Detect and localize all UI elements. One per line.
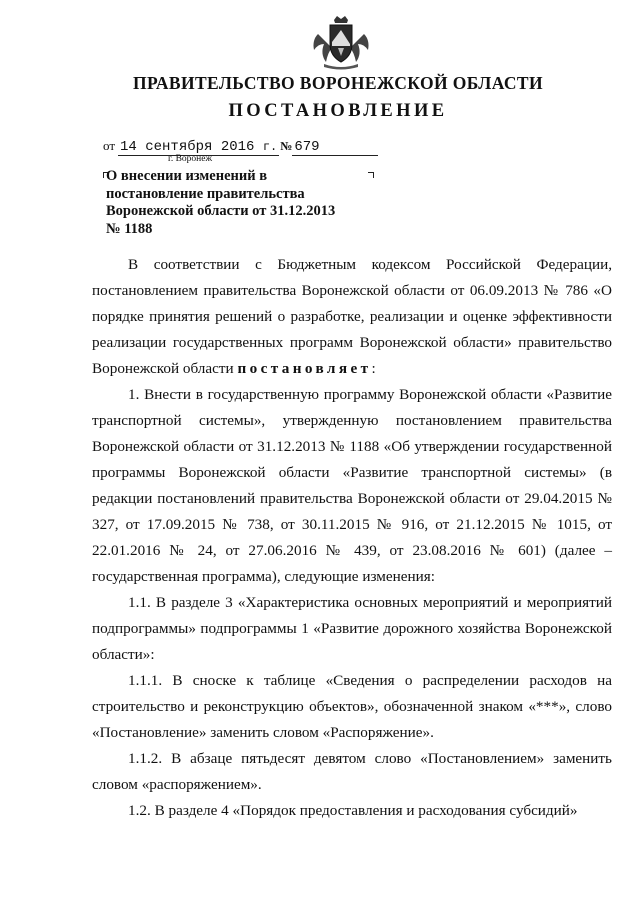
- date-value: 14 сентября 2016: [120, 139, 255, 155]
- paragraph-item-1-2: 1.2. В разделе 4 «Порядок предоставления и расходования субсидий»: [128, 802, 578, 819]
- paragraph-preamble: [92, 252, 612, 382]
- document-subject: О внесении изменений в постановление правительства Воронежской области от 31.12.2013 № 1188: [106, 168, 336, 237]
- date-from-label: от: [103, 138, 116, 153]
- government-name: ПРАВИТЕЛЬСТВО ВОРОНЕЖСКОЙ ОБЛАСТИ: [132, 73, 544, 93]
- subject-bracket-right: [368, 172, 374, 178]
- date-number-line: [103, 138, 378, 156]
- document-type: ПОСТАНОВЛЕНИЕ: [228, 101, 448, 121]
- paragraph-item-1-1-2: 1.1.2. В абзаце пятьдесят девятом слово «Постановлением» заменить словом «распоряжением».: [92, 750, 612, 793]
- paragraph-item-1: 1. Внести в государственную программу Воронежской области «Развитие транспортной системы», утвержденную постановлением правительства Воронежской области от 31.12.2013 № 1188 «Об утверждении государственной программы Воронежской области «Развитие транспортной системы» (в редакции постановлений правительства Воронежской области от 29.04.2015 № 327, от 17.09.2015 № 738, от 30.11.2015 № 916, от 21.12.2015 № 1015, от 22.01.2016 № 24, от 27.06.2016 № 439, от 23.08.2016 № 601) (далее – государственная программа), следующие изменения:: [92, 386, 612, 585]
- document-number: 679: [292, 139, 378, 156]
- city-label: г. Воронеж: [168, 154, 213, 164]
- paragraph-item-1-1-1: 1.1.1. В сноске к таблице «Сведения о распределении расходов на строительство и реконструкцию объектов», обозначенной знаком «***», слово «Постановление» заменить словом «Распоряжение».: [92, 672, 612, 741]
- decree-word: постановляет: [237, 360, 372, 377]
- year-suffix: г.: [262, 140, 278, 154]
- preamble-end: :: [371, 360, 376, 377]
- document-body: [92, 252, 612, 824]
- number-sign: №: [280, 139, 293, 153]
- paragraph-item-1-1: 1.1. В разделе 3 «Характеристика основных мероприятий и мероприятий подпрограммы» подпрограммы 1 «Развитие дорожного хозяйства Воронежской области»:: [92, 594, 612, 663]
- coat-of-arms-icon: [310, 14, 372, 72]
- preamble-text: В соответствии с Бюджетным кодексом Российской Федерации, постановлением правительства Воронежской области от 06.09.2013 № 786 «О порядке принятия решений о разработке, реализации и оценке эффективности реализации государственных программ Воронежской области» правительство Воронежской области: [92, 256, 612, 377]
